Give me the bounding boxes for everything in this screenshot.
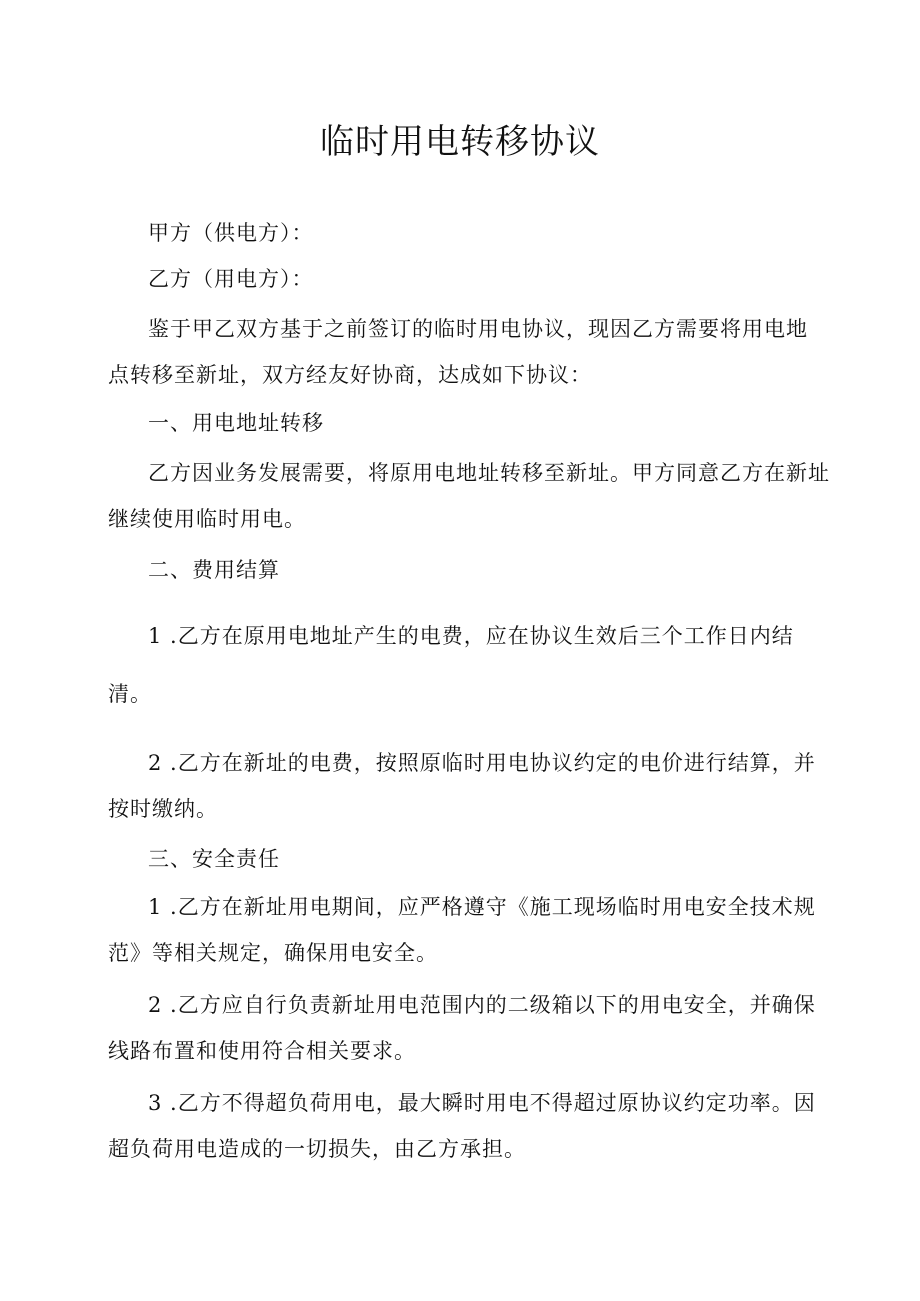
- preamble-line-1: 鉴于甲乙双方基于之前签订的临时用电协议，现因乙方需要将用电地: [148, 317, 808, 341]
- preamble-line-2: 点转移至新址，双方经友好协商，达成如下协议：: [108, 363, 592, 387]
- section-2-item-1: [108, 607, 818, 723]
- party-b-line: [108, 256, 818, 302]
- section-2-item-2-line-1: 2 .乙方在新址的电费，按照原临时用电协议约定的电价进行结算，并: [148, 751, 816, 775]
- section-1-heading-text: 一、用电地址转移: [148, 411, 324, 435]
- section-3-heading-text: 三、安全责任: [148, 847, 280, 871]
- section-3-item-3: [108, 1080, 818, 1172]
- section-3-item-2: [108, 982, 818, 1074]
- section-3-item-2-line-1: 2 .乙方应自行负责新址用电范围内的二级箱以下的用电安全，并确保: [148, 993, 816, 1017]
- section-3-item-1-line-2: 范》等相关规定，确保用电安全。: [108, 941, 438, 965]
- section-3-item-3-line-1: 3 .乙方不得超负荷用电，最大瞬时用电不得超过原协议约定功率。因: [148, 1091, 816, 1115]
- section-2-heading: [108, 547, 818, 593]
- section-1-paragraph: [108, 450, 830, 542]
- section-2-item-2-line-2: 按时缴纳。: [108, 797, 218, 821]
- section-1-line-2: 继续使用临时用电。: [108, 507, 306, 531]
- section-3-item-2-line-2: 线路布置和使用符合相关要求。: [108, 1039, 416, 1063]
- party-b-text: 乙方（用电方）：: [148, 267, 314, 291]
- section-3-item-1-line-1: 1 .乙方在新址用电期间，应严格遵守《施工现场临时用电安全技术规: [148, 895, 816, 919]
- section-1-heading: [108, 400, 818, 446]
- section-3-item-3-line-2: 超负荷用电造成的一切损失，由乙方承担。: [108, 1137, 526, 1161]
- document-title: 临时用电转移协议: [320, 122, 600, 162]
- party-a-line: [108, 210, 818, 256]
- section-2-heading-text: 二、费用结算: [148, 558, 280, 582]
- section-2-item-1-line-1: 1 .乙方在原用电地址产生的电费，应在协议生效后三个工作日内结: [148, 624, 794, 648]
- section-2-item-1-line-2: 清。: [108, 682, 152, 706]
- section-3-heading: [108, 836, 818, 882]
- preamble-paragraph: [108, 306, 818, 398]
- section-3-item-1: [108, 884, 818, 976]
- section-2-item-2: [108, 740, 818, 832]
- party-a-text: 甲方（供电方）：: [148, 221, 314, 245]
- section-1-line-1: 乙方因业务发展需要，将原用电地址转移至新址。甲方同意乙方在新址: [148, 461, 830, 485]
